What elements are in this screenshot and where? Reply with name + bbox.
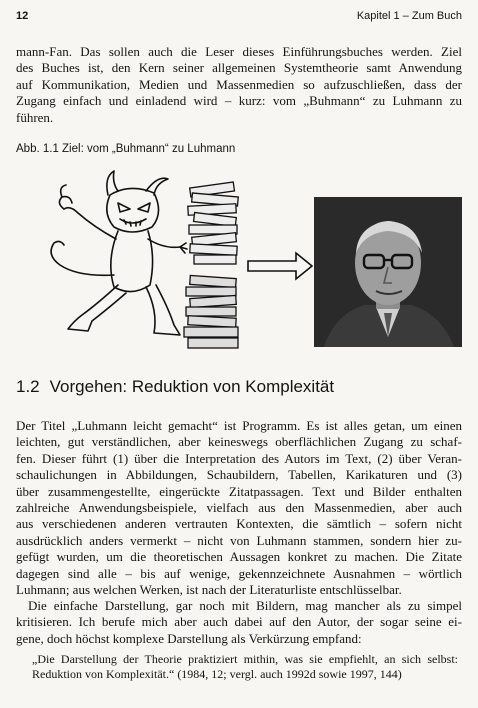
text-line: dagegen sind alle – bis auf wenige, gekennzeichnete Ausnahmen – wörtlich bbox=[16, 565, 462, 581]
text-line: des Buches ist, den Kern seiner allgemeinen Systemtheorie samt Anwendung bbox=[16, 60, 462, 76]
buhmann-cartoon bbox=[34, 165, 314, 350]
text-line: Der Titel „Luhmann leicht gemacht“ ist Programm. Es ist alles getan, um einen bbox=[16, 418, 462, 433]
page-header bbox=[16, 10, 462, 26]
quote-line: „Die Darstellung der Theorie praktiziert mithin, was sie empfiehlt, an sich selbst: bbox=[32, 652, 458, 666]
section-title: Vorgehen: Reduktion von Komplexität bbox=[49, 377, 335, 396]
luhmann-portrait-photo bbox=[314, 197, 462, 347]
text-line: auf Kommunikation, Medien und Massenmedien so aufzuschließen, dass der bbox=[16, 76, 462, 92]
quote-line: Reduktion von Komplexität.“ (1984, 12; vergl. auch 1992d sowie 1997, 144) bbox=[32, 667, 402, 681]
figure-1-1 bbox=[16, 165, 462, 350]
section-heading bbox=[16, 377, 334, 397]
text-line: kritisieren. Ich berufe mich aber auch dabei auf den Autor, der sogar seine ei- bbox=[16, 614, 462, 630]
figure-caption: Abb. 1.1 Ziel: vom „Buhmann“ zu Luhmann bbox=[16, 143, 236, 155]
page-number: 12 bbox=[16, 10, 29, 22]
text-line: mann-Fan. Das sollen auch die Leser dieses Einführungsbuches werden. Ziel bbox=[16, 44, 462, 59]
text-line: leichten, gut verständlichen, aber keineswegs oberflächlichen Zugang zu schaf- bbox=[16, 434, 462, 450]
text-line: Zugang einfach und einladend wird – kurz: vom „Buhmann“ zu Luhmann zu bbox=[16, 93, 462, 109]
text-line: gefügt wurden, um die theoretischen Aussagen konkret zu machen. Die Zitate bbox=[16, 549, 462, 565]
running-head-chapter: Kapitel 1 – Zum Buch bbox=[356, 10, 462, 22]
text-line: ausdrücklich anders vermerkt – nicht von Luhmann stammen, sondern hier zu- bbox=[16, 532, 462, 548]
text-line: zahlreiche Anwendungsbeispiele, vielfach aus den Massenmedien, aber auch bbox=[16, 499, 462, 515]
text-line: schaulichungen in Abbildungen, Schaubildern, Tabellen, Karikaturen und (3) bbox=[16, 467, 462, 483]
text-line: über zusammengestellte, eingerückte Zitatpassagen. Text und Bilder enthalten bbox=[16, 483, 462, 499]
text-line: aus verschiedenen anderen vertrauten Kontexten, die sämtlich – sofern nicht bbox=[16, 516, 462, 532]
intro-paragraph bbox=[16, 44, 462, 126]
section-number: 1.2 bbox=[16, 377, 40, 396]
text-line: gene, doch höchst komplexe Darstellung als Verkürzung empfand: bbox=[16, 630, 362, 646]
body-paragraph-2 bbox=[16, 598, 462, 647]
text-line: führen. bbox=[16, 109, 54, 125]
text-line: Luhmann; aus welchen Werken, ist nach der Literaturliste entschlüsselbar. bbox=[16, 581, 402, 597]
text-line: Die einfache Darstellung, gar noch mit Bildern, mag mancher als zu simpel bbox=[28, 598, 462, 613]
text-line: fen. Dieser führt (1) über die Interpretation des Autors im Text, (2) über Veran- bbox=[16, 450, 462, 466]
body-paragraph-1 bbox=[16, 418, 462, 598]
indented-quotation bbox=[32, 652, 458, 682]
